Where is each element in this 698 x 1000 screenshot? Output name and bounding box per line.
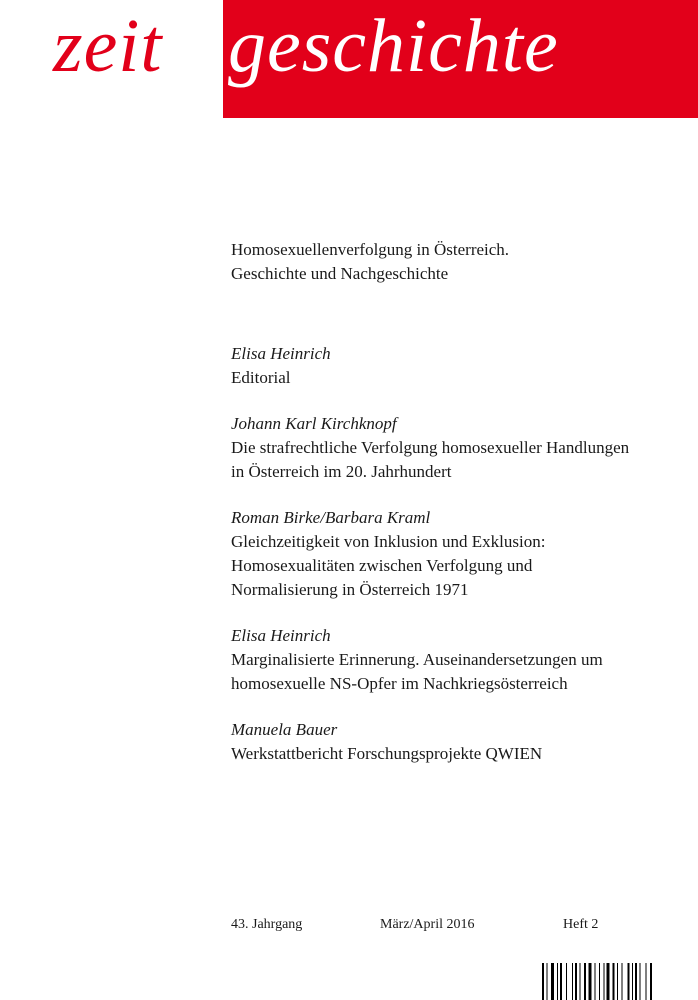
- issue-title-line: Homosexuellenverfolgung in Österreich.: [231, 240, 510, 259]
- article-title-line: Die strafrechtliche Verfolgung homosexueller Handlungen: [231, 438, 630, 457]
- masthead-word-zeit: zeit: [53, 4, 163, 88]
- article-list: [231, 342, 681, 766]
- article-title-line: Gleichzeitigkeit von Inklusion und Exklusion:: [231, 532, 546, 551]
- article-entry: [231, 412, 681, 484]
- table-of-contents: [231, 238, 681, 788]
- volume-label: 43. Jahrgang: [231, 917, 303, 932]
- article-title-line: Homosexualitäten zwischen Verfolgung und: [231, 556, 533, 575]
- issue-title-line: Geschichte und Nachgeschichte: [231, 264, 449, 283]
- article-entry: [231, 624, 681, 696]
- article-title-line: Werkstattbericht Forschungsprojekte QWIEN: [231, 744, 543, 763]
- issue-date: März/April 2016: [380, 917, 475, 932]
- article-title-line: Editorial: [231, 368, 291, 387]
- article-author: Elisa Heinrich: [231, 626, 331, 645]
- barcode-graphic: [540, 963, 690, 1000]
- article-author: Elisa Heinrich: [231, 344, 331, 363]
- article-author: Johann Karl Kirchknopf: [231, 414, 397, 433]
- article-entry: [231, 718, 681, 766]
- article-title-line: in Österreich im 20. Jahrhundert: [231, 462, 452, 481]
- issue-title: [231, 238, 681, 286]
- article-author: Roman Birke/Barbara Kraml: [231, 508, 431, 527]
- article-title-line: homosexuelle NS-Opfer im Nachkriegsösterreich: [231, 674, 568, 693]
- article-entry: [231, 342, 681, 390]
- masthead-word-geschichte: geschichte: [228, 4, 559, 88]
- article-title-line: Marginalisierte Erinnerung. Auseinandersetzungen um: [231, 650, 603, 669]
- masthead: [0, 0, 698, 118]
- issue-number: Heft 2: [563, 917, 599, 932]
- article-entry: [231, 506, 681, 602]
- article-title-line: Normalisierung in Österreich 1971: [231, 580, 469, 599]
- article-author: Manuela Bauer: [231, 720, 338, 739]
